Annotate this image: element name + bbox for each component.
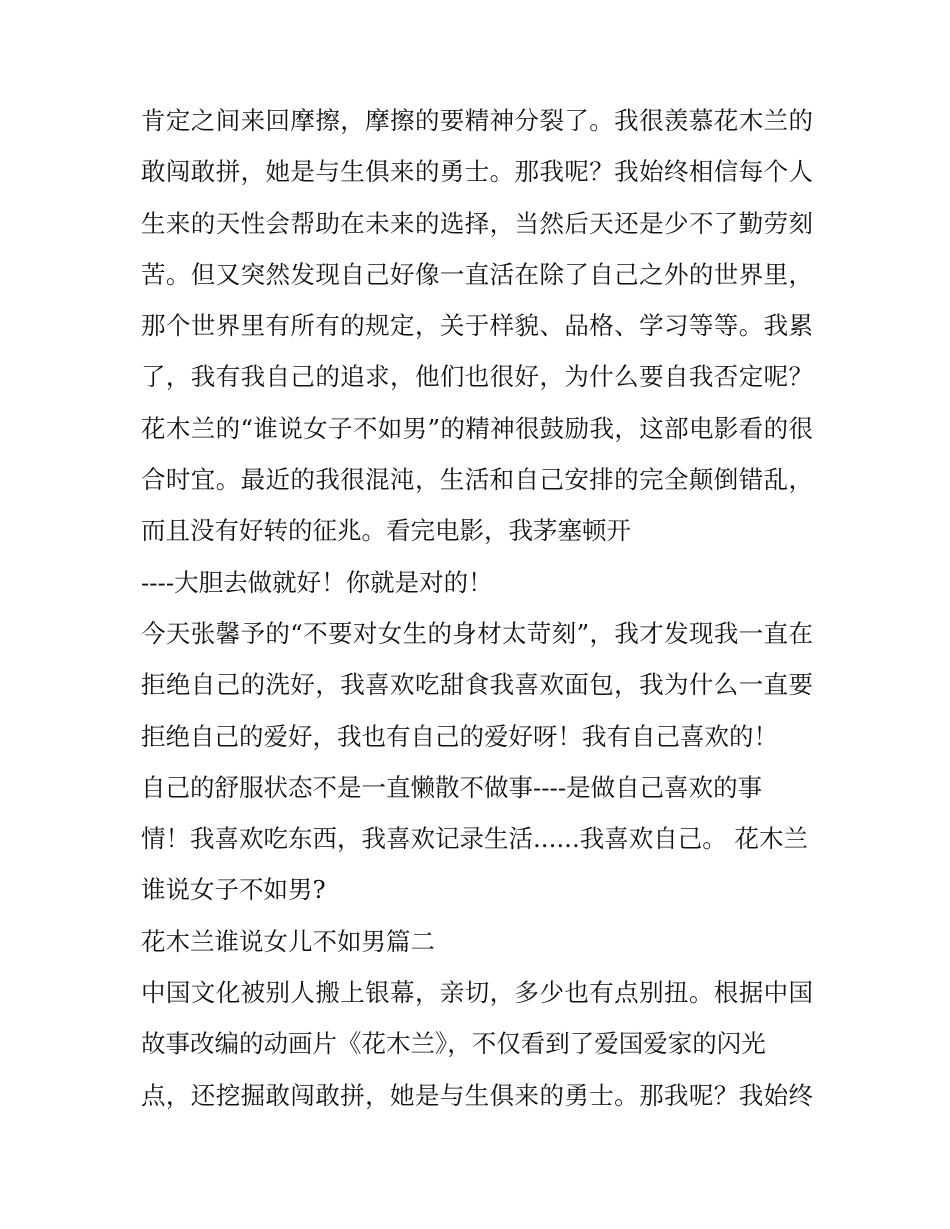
text-line: 生来的天性会帮助在未来的选择，当然后天还是少不了勤劳刻 bbox=[141, 208, 813, 238]
text-line: 拒绝自己的洗好，我喜欢吃甜食我喜欢面包，我为什么一直要 bbox=[141, 670, 813, 700]
text-line: 拒绝自己的爱好，我也有自己的爱好呀！我有自己喜欢的！ bbox=[141, 721, 778, 751]
text-line: 中国文化被别人搬上银幕，亲切，多少也有点别扭。根据中国 bbox=[141, 978, 813, 1008]
text-line: 而且没有好转的征兆。看完电影，我茅塞顿开 bbox=[141, 516, 631, 546]
text-line: 肯定之间来回摩擦，摩擦的要精神分裂了。我很羡慕花木兰的 bbox=[141, 106, 813, 135]
text-line: 花木兰的“谁说女子不如男”的精神很鼓励我，这部电影看的很 bbox=[141, 413, 813, 443]
text-line: 合时宜。最近的我很混沌，生活和自己安排的完全颠倒错乱， bbox=[141, 465, 813, 495]
text-line: 故事改编的动画片《花木兰》，不仅看到了爱国爱家的闪光 bbox=[141, 1029, 766, 1059]
text-line: ----大胆去做就好！你就是对的！ bbox=[141, 567, 493, 597]
section-heading: 花木兰谁说女儿不如男篇二 bbox=[141, 926, 435, 956]
text-line: 那个世界里有所有的规定，关于样貌、品格、学习等等。我累 bbox=[141, 311, 813, 341]
text-line: 自己的舒服状态不是一直懒散不做事----是做自己喜欢的事 bbox=[141, 772, 763, 802]
text-line: 谁说女子不如男? bbox=[141, 875, 326, 905]
text-line: 今天张馨予的“不要对女生的身材太苛刻”，我才发现我一直在 bbox=[141, 618, 813, 648]
text-line: 敢闯敢拼，她是与生俱来的勇士。那我呢？我始终相信每个人 bbox=[141, 157, 813, 187]
text-line: 了，我有我自己的追求，他们也很好，为什么要自我否定呢？ bbox=[141, 362, 813, 392]
text-line: 点，还挖掘敢闯敢拼，她是与生俱来的勇士。那我呢？我始终 bbox=[141, 1080, 813, 1110]
text-line: 情！我喜欢吃东西，我喜欢记录生活......我喜欢自己。 花木兰 bbox=[141, 824, 809, 854]
body-text bbox=[141, 108, 813, 1134]
text-line: 苦。但又突然发现自己好像一直活在除了自己之外的世界里， bbox=[141, 259, 813, 289]
